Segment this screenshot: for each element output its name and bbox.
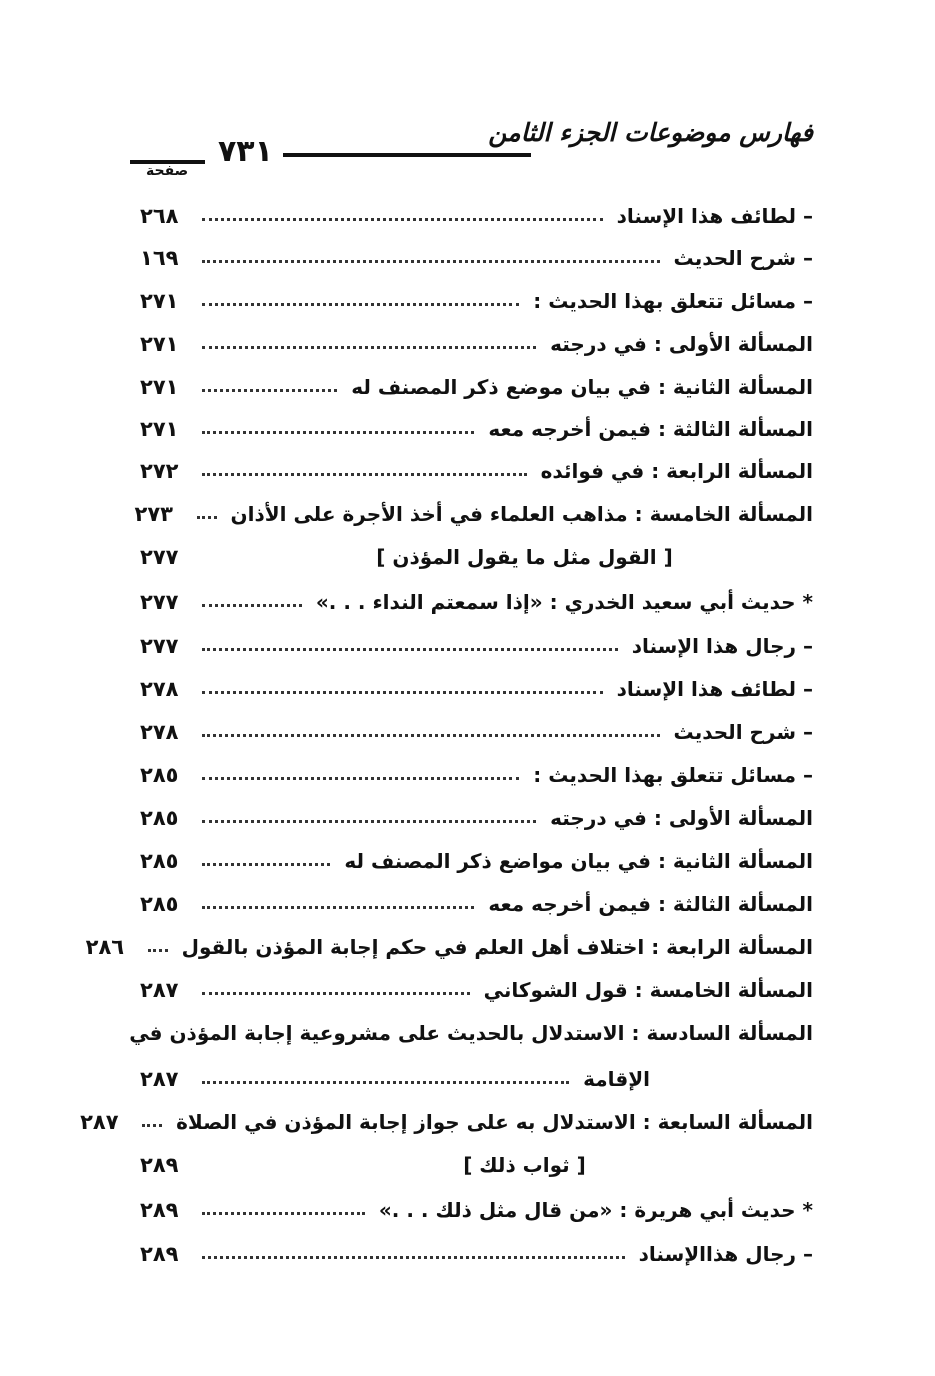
toc-entry-text: – لطائف هذا الإسناد xyxy=(616,677,813,701)
toc-entry-text: المسألة الثالثة : فيمن أخرجه معه xyxy=(488,417,813,441)
toc-section-heading xyxy=(140,1147,813,1177)
toc-entry xyxy=(140,886,813,916)
toc-entry-text: الإقامة xyxy=(583,1067,650,1091)
toc-entry xyxy=(140,453,813,483)
toc-entry-text: المسألة الثالثة : فيمن أخرجه معه xyxy=(488,892,813,916)
toc-entry-page: ٢٨٩ xyxy=(140,1153,179,1177)
toc-entry-page: ٢٨٥ xyxy=(140,849,179,873)
dot-leader xyxy=(202,1081,569,1084)
toc-entry-page: ١٦٩ xyxy=(140,246,179,270)
dot-leader xyxy=(197,516,217,519)
dot-leader xyxy=(142,1124,162,1127)
toc-entry-text: – رجال هذاالإسناد xyxy=(638,1242,813,1266)
toc-entry-page: ٢٨٧ xyxy=(140,978,179,1002)
page-number: ٧٣١ xyxy=(218,134,273,169)
dot-leader xyxy=(202,734,660,737)
toc-entry xyxy=(134,496,813,526)
toc-entry xyxy=(140,800,813,830)
toc-entry-text: المسألة السابعة : الاستدلال به على جواز إجابة المؤذن في الصلاة xyxy=(176,1110,813,1134)
toc-entry-page: ٢٧٧ xyxy=(140,545,179,569)
toc-entry-page: ٢٦٨ xyxy=(140,204,179,228)
dot-leader xyxy=(202,303,519,306)
toc-entry-page: ٢٨٩ xyxy=(140,1198,179,1222)
dot-leader xyxy=(202,906,474,909)
dot-leader xyxy=(202,346,536,349)
toc-entry-page: ٢٧٨ xyxy=(140,720,179,744)
running-header-title: فهارس موضوعات الجزء الثامن xyxy=(488,118,813,147)
toc-entry-text: – رجال هذا الإسناد xyxy=(631,634,813,658)
toc-entry-text: المسألة الرابعة : اختلاف أهل العلم في حكم إجابة المؤذن بالقول xyxy=(181,935,813,959)
toc-entry xyxy=(140,628,813,658)
dot-leader xyxy=(202,218,603,221)
toc-entry xyxy=(140,198,813,228)
dot-leader xyxy=(202,1256,625,1259)
toc-entry-page: ٢٧٨ xyxy=(140,677,179,701)
toc-entry-page: ٢٨٥ xyxy=(140,763,179,787)
toc-entry-page: ٢٨٦ xyxy=(85,935,125,959)
toc-entry-text: – مسائل تتعلق بهذا الحديث : xyxy=(533,289,813,313)
toc-entry-page: ٢٧٧ xyxy=(140,590,179,614)
toc-entry-text: المسألة الثانية : في بيان مواضع ذكر المصنف له xyxy=(344,849,813,873)
toc-entry xyxy=(140,240,813,270)
toc-entry xyxy=(140,1192,813,1222)
dot-leader xyxy=(202,820,536,823)
toc-entry-text: المسألة الأولى : في درجته xyxy=(550,332,813,356)
toc-entry-text: * حديث أبي هريرة : «من قال مثل ذلك . . .» xyxy=(378,1198,813,1222)
dot-leader xyxy=(202,777,519,780)
toc-entry xyxy=(140,757,813,787)
toc-entry xyxy=(140,1236,813,1266)
toc-entry xyxy=(85,929,813,959)
toc-entry xyxy=(140,411,813,441)
toc-entry-text: – مسائل تتعلق بهذا الحديث : xyxy=(533,763,813,787)
dot-leader xyxy=(202,431,474,434)
toc-entry-continuation xyxy=(140,1061,650,1091)
toc-entry xyxy=(140,584,813,614)
toc-entry-text: – لطائف هذا الإسناد xyxy=(616,204,813,228)
toc-entry-text: [ ثواب ذلك ] xyxy=(463,1153,586,1177)
toc-entry xyxy=(140,326,813,356)
toc-entry-text: المسألة الخامسة : قول الشوكاني xyxy=(483,978,813,1002)
dot-leader xyxy=(202,389,337,392)
toc-entry xyxy=(80,1104,813,1134)
page-column-label: صفحة xyxy=(146,163,189,179)
toc-entry-text: المسألة الأولى : في درجته xyxy=(550,806,813,830)
toc-entry-page: ٢٧١ xyxy=(140,417,179,441)
toc-entry-page: ٢٨٥ xyxy=(140,806,179,830)
toc-entry-page: ٢٧١ xyxy=(140,375,179,399)
toc-entry xyxy=(129,1015,813,1045)
toc-entry xyxy=(140,843,813,873)
toc-entry-page: ٢٨٥ xyxy=(140,892,179,916)
toc-entry-page: ٢٨٧ xyxy=(140,1067,179,1091)
dot-leader xyxy=(148,949,168,952)
toc-entry xyxy=(140,714,813,744)
toc-entry-text: المسألة الرابعة : في فوائده xyxy=(540,459,813,483)
dot-leader xyxy=(202,863,330,866)
dot-leader xyxy=(202,604,302,607)
toc-entry-page: ٢٧٣ xyxy=(134,502,173,526)
toc-entry-page: ٢٧٢ xyxy=(140,459,179,483)
toc-entry xyxy=(140,283,813,313)
toc-entry-text: [ القول مثل ما يقول المؤذن ] xyxy=(376,545,673,569)
toc-entry-page: ٢٧١ xyxy=(140,332,179,356)
dot-leader xyxy=(202,260,660,263)
toc-entry-text: المسألة السادسة : الاستدلال بالحديث على مشروعية إجابة المؤذن في xyxy=(129,1021,813,1045)
header-rule xyxy=(283,153,531,157)
dot-leader xyxy=(202,691,603,694)
toc-entry-text: المسألة الثانية : في بيان موضع ذكر المصنف له xyxy=(351,375,813,399)
toc-entry-page: ٢٨٩ xyxy=(140,1242,179,1266)
toc-entry xyxy=(140,671,813,701)
toc-entry-page: ٢٧٧ xyxy=(140,634,179,658)
toc-entry-page: ٢٨٧ xyxy=(80,1110,119,1134)
toc-entry-text: – شرح الحديث xyxy=(673,720,813,744)
dot-leader xyxy=(202,1212,365,1215)
toc-entry-text: – شرح الحديث xyxy=(673,246,813,270)
dot-leader xyxy=(202,992,470,995)
toc-section-heading xyxy=(140,539,813,569)
toc-entry-text: المسألة الخامسة : مذاهب العلماء في أخذ الأجرة على الأذان xyxy=(230,502,813,526)
toc-entry xyxy=(140,369,813,399)
toc-entry xyxy=(140,972,813,1002)
dot-leader xyxy=(202,473,527,476)
dot-leader xyxy=(202,648,618,651)
toc-entry-text: * حديث أبي سعيد الخدري : «إذا سمعتم النداء . . .» xyxy=(315,590,813,614)
toc-entry-page: ٢٧١ xyxy=(140,289,179,313)
